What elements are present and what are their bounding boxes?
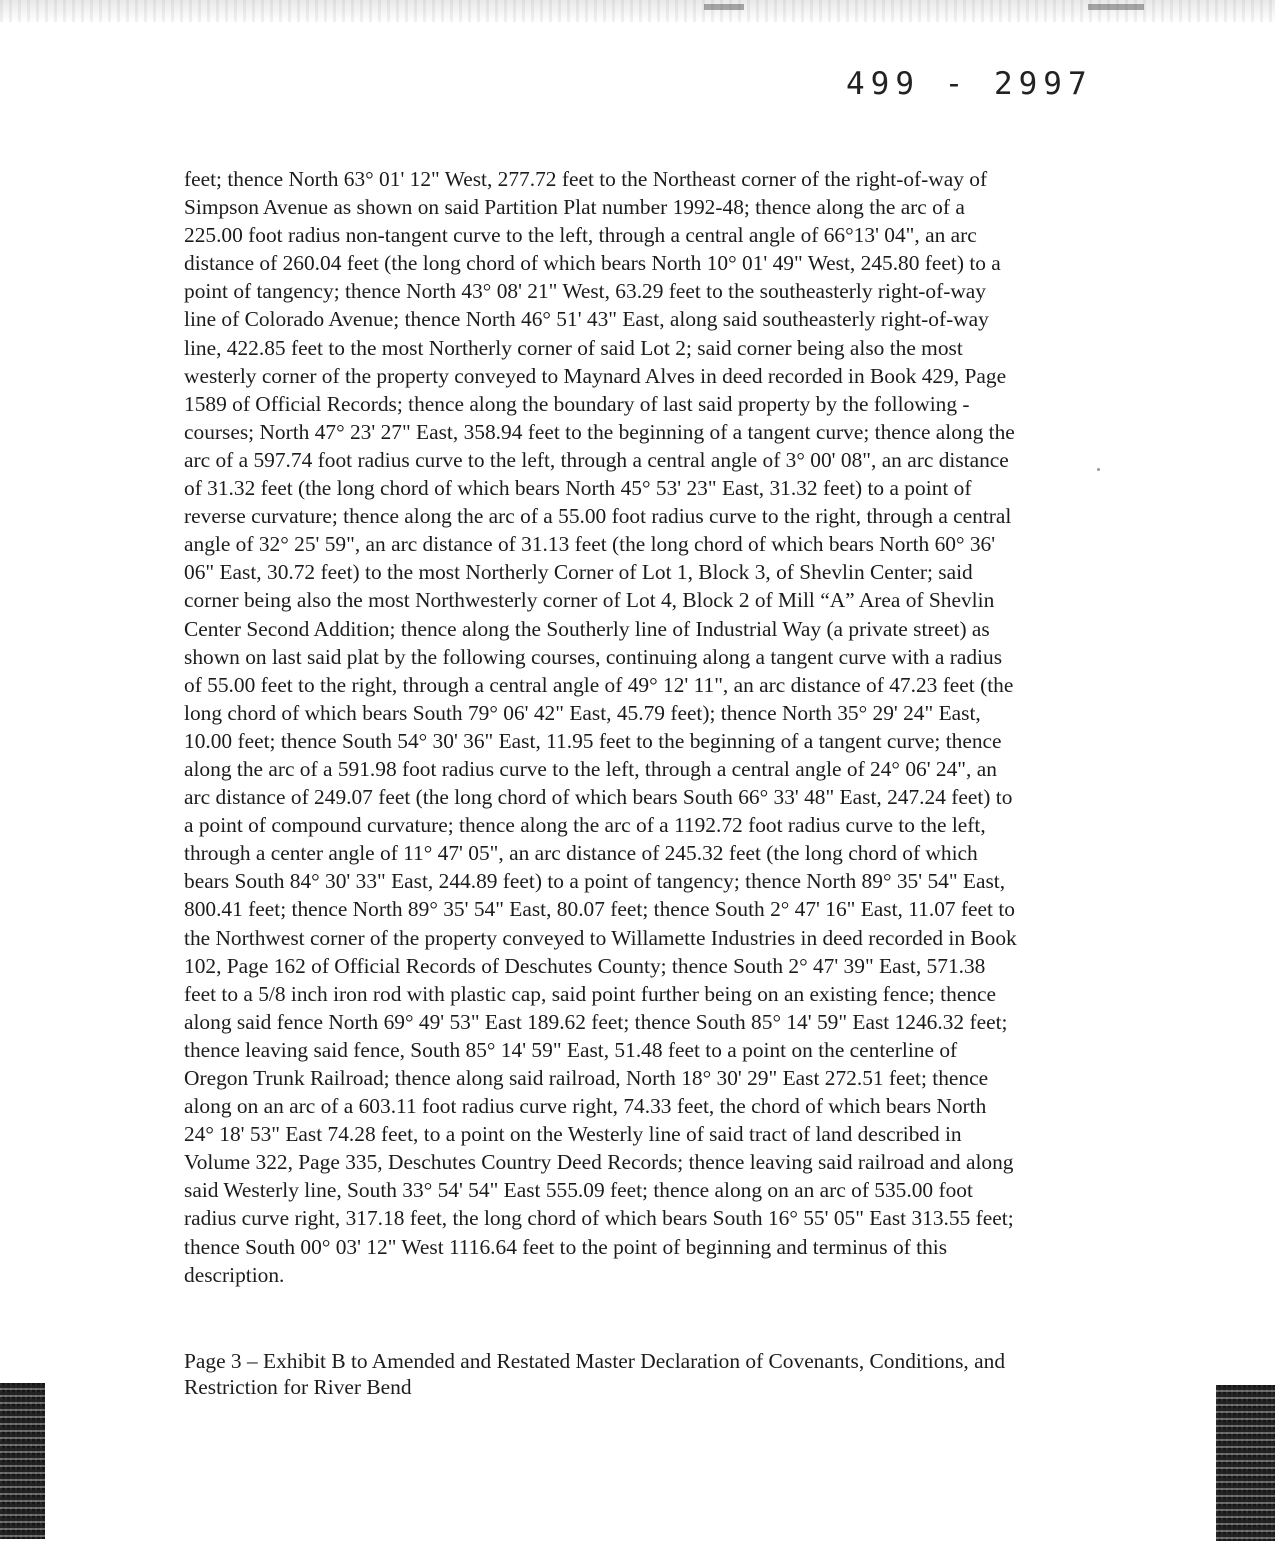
body-line: feet to a 5/8 inch iron rod with plastic cap, said point further being on an existing fence; thence <box>184 981 996 1006</box>
body-line: 225.00 foot radius non-tangent curve to the left, through a central angle of 66°13' 04", an arc <box>184 223 977 248</box>
body-line: 24° 18' 53" East 74.28 feet, to a point on the Westerly line of said tract of land described in <box>184 1122 962 1147</box>
body-line: Center Second Addition; thence along the Southerly line of Industrial Way (a private street) as <box>184 616 990 641</box>
scan-speck <box>1097 468 1100 471</box>
body-line: 10.00 feet; thence South 54° 30' 36" East, 11.95 feet to the beginning of a tangent curve; thence <box>184 728 1002 753</box>
footer-line: Restriction for River Bend <box>184 1375 412 1399</box>
body-line: description. <box>184 1262 285 1287</box>
body-line: Oregon Trunk Railroad; thence along said railroad, North 18° 30' 29" East 272.51 feet; thence <box>184 1066 989 1090</box>
scan-artifact-left <box>0 1383 45 1539</box>
scan-artifact-right <box>1216 1385 1275 1541</box>
body-line: angle of 32° 25' 59", an arc distance of 31.13 feet (the long chord of which bears North 60° 36' <box>184 532 996 557</box>
body-line: Simpson Avenue as shown on said Partition Plat number 1992-48; thence along the arc of a <box>184 195 965 220</box>
recording-number: 499 - 2997 <box>846 66 1093 102</box>
body-line: shown on last said plat by the following courses, continuing along a tangent curve with a radius <box>184 644 1003 669</box>
body-line: along the arc of a 591.98 foot radius curve to the left, through a central angle of 24° 06' 24", an <box>184 756 997 781</box>
body-line: Volume 322, Page 335, Deschutes Country Deed Records; thence leaving said railroad and along <box>184 1150 1014 1175</box>
footer-line: Page 3 – Exhibit B to Amended and Restated Master Declaration of Covenants, Conditions, and <box>184 1349 1006 1373</box>
body-line: 800.41 feet; thence North 89° 35' 54" East, 80.07 feet; thence South 2° 47' 16" East, 11.07 feet to <box>184 897 1015 922</box>
body-line: said Westerly line, South 33° 54' 54" East 555.09 feet; thence along on an arc of 535.00 foot <box>184 1178 973 1203</box>
scan-smudge <box>704 4 744 10</box>
body-line: a point of compound curvature; thence along the arc of a 1192.72 foot radius curve to the left, <box>184 813 986 838</box>
body-line: thence South 00° 03' 12" West 1116.64 feet to the point of beginning and terminus of this <box>184 1234 948 1259</box>
body-line: corner being also the most Northwesterly corner of Lot 4, Block 2 of Mill “A” Area of Shevlin <box>184 588 995 613</box>
body-line: courses; North 47° 23' 27" East, 358.94 feet to the beginning of a tangent curve; thence along the <box>184 419 1015 444</box>
body-line: along said fence North 69° 49' 53" East 189.62 feet; thence South 85° 14' 59" East 1246.32 feet; <box>184 1009 1008 1034</box>
body-line: feet; thence North 63° 01' 12" West, 277.72 feet to the Northeast corner of the right-of-way of <box>184 167 988 191</box>
body-line: westerly corner of the property conveyed to Maynard Alves in deed recorded in Book 429, Page <box>184 363 1007 388</box>
body-line: line of Colorado Avenue; thence North 46° 51' 43" East, along said southeasterly right-of-way <box>184 307 989 332</box>
scan-smudge <box>1088 4 1144 10</box>
page-footer <box>184 1348 1086 1400</box>
body-line: arc of a 597.74 foot radius curve to the left, through a central angle of 3° 00' 08", an arc distance <box>184 447 1009 472</box>
body-line: point of tangency; thence North 43° 08' 21" West, 63.29 feet to the southeasterly right-of-way <box>184 279 986 304</box>
body-line: distance of 260.04 feet (the long chord of which bears North 10° 01' 49" West, 245.80 feet) to a <box>184 251 1001 276</box>
body-line: of 55.00 feet to the right, through a central angle of 49° 12' 11", an arc distance of 47.23 feet (the <box>184 672 1014 697</box>
legal-description <box>184 165 1086 1289</box>
body-line: 102, Page 162 of Official Records of Deschutes County; thence South 2° 47' 39" East, 571.38 <box>184 953 986 978</box>
body-line: 06" East, 30.72 feet) to the most Northerly Corner of Lot 1, Block 3, of Shevlin Center; said <box>184 560 973 585</box>
scan-noise-top <box>0 0 1275 22</box>
body-line: 1589 of Official Records; thence along the boundary of last said property by the following - <box>184 391 970 416</box>
body-line: through a center angle of 11° 47' 05", an arc distance of 245.32 feet (the long chord of which <box>184 841 978 866</box>
body-line: reverse curvature; thence along the arc of a 55.00 foot radius curve to the right, through a central <box>184 504 1012 529</box>
body-line: bears South 84° 30' 33" East, 244.89 feet) to a point of tangency; thence North 89° 35' 54" East, <box>184 869 1006 894</box>
body-line: of 31.32 feet (the long chord of which bears North 45° 53' 23" East, 31.32 feet) to a point of <box>184 476 972 501</box>
body-line: long chord of which bears South 79° 06' 42" East, 45.79 feet); thence North 35° 29' 24" East, <box>184 700 981 725</box>
body-line: along on an arc of a 603.11 foot radius curve right, 74.33 feet, the chord of which bears North <box>184 1094 987 1119</box>
body-line: arc distance of 249.07 feet (the long chord of which bears South 66° 33' 48" East, 247.24 feet) to <box>184 785 1013 810</box>
body-line: thence leaving said fence, South 85° 14' 59" East, 51.48 feet to a point on the centerline of <box>184 1037 958 1062</box>
body-line: line, 422.85 feet to the most Northerly corner of said Lot 2; said corner being also the most <box>184 335 963 360</box>
body-line: radius curve right, 317.18 feet, the long chord of which bears South 16° 55' 05" East 313.55 feet; <box>184 1206 1014 1231</box>
body-line: the Northwest corner of the property conveyed to Willamette Industries in deed recorded in Book <box>184 925 1017 950</box>
